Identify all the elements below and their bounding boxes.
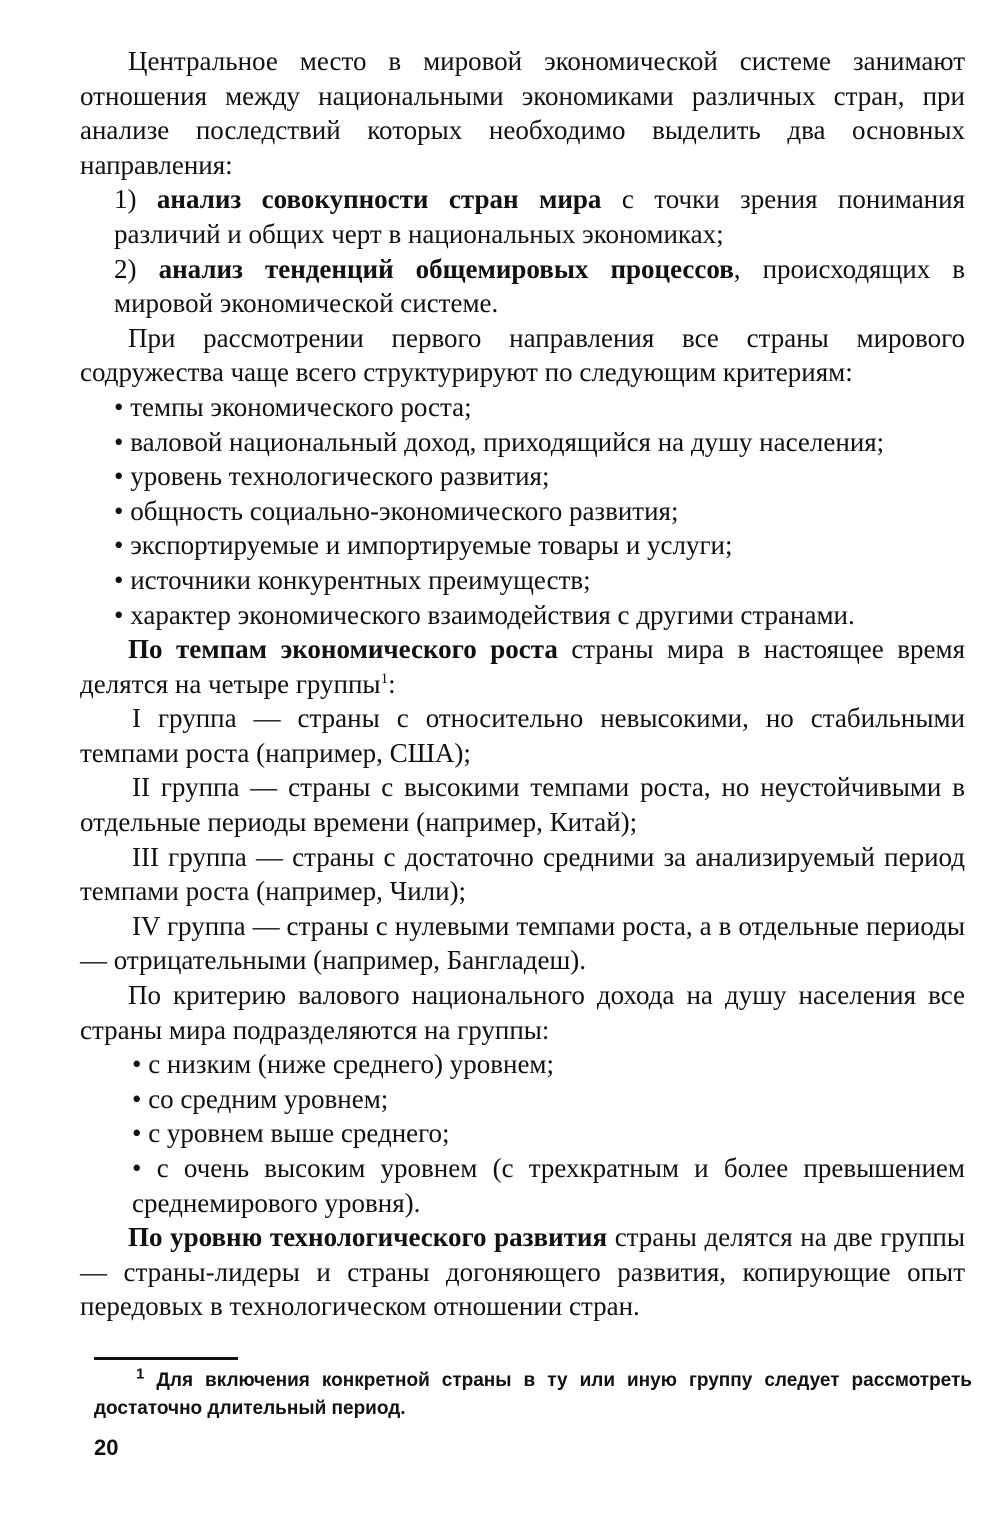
income-level-item: • с очень высоким уровнем (с трехкратным и более превышением среднемирового уровня).: [132, 1153, 965, 1218]
intro-paragraph: Центральное место в мировой экономической системе занимают отношения между национальными экономиками различных стран, при анализе последствий которых необходимо выделить два основных направления:: [80, 46, 965, 180]
direction-item-1: [80, 182, 965, 251]
growth-group-item: IV группа — страны с нулевыми темпами роста, а в отдельные периоды — отрицательными (например, Бангладеш).: [80, 910, 965, 976]
criteria-item: • экспортируемые и импортируемые товары и услуги;: [114, 530, 733, 561]
criteria-item: • источники конкурентных преимуществ;: [114, 564, 591, 595]
direction-text: с точки зрения понимания различий и общих черт в национальных экономиках;: [114, 184, 965, 249]
criteria-item: • характер экономического взаимодействия с другими странами.: [114, 599, 855, 630]
criteria-item: • темпы экономического роста;: [114, 391, 472, 422]
criteria-intro: При рассмотрении первого направления все страны мирового содружества чаще всего структурируют по следующим критериям:: [80, 322, 965, 388]
direction-title: анализ совокупности стран мира: [156, 184, 602, 215]
tech-paragraph: [80, 1220, 965, 1324]
criteria-item: • уровень технологического развития;: [114, 461, 550, 492]
criteria-item: • общность социально-экономического развития;: [114, 495, 679, 526]
growth-text: страны мира в настоящее время делятся на четыре группы: [80, 634, 965, 699]
income-intro: По критерию валового национального дохода на душу населения все страны мира подразделяются на группы:: [80, 980, 965, 1045]
direction-number: 2): [114, 253, 137, 284]
footnote-reference[interactable]: 1: [380, 670, 389, 687]
growth-paragraph: [80, 632, 965, 701]
growth-group-item: I группа — страны с относительно невысокими, но стабильными темпами роста (например, США);: [80, 703, 965, 768]
growth-title: По темпам экономического роста: [128, 634, 558, 665]
footnote-mark: 1: [136, 1365, 145, 1383]
page-number: 20: [94, 1435, 119, 1460]
growth-group-item: III группа — страны с достаточно средними за анализируемый период темпами роста (например, Чили);: [80, 841, 965, 907]
tech-text: страны делятся на две группы — страны-лидеры и страны догоняющего развития, копирующие опыт передовых в технологическом отношении стран.: [80, 1222, 965, 1322]
footnote-text: Для включения конкретной страны в ту или иную группу следует рассмотреть достаточно длительный период.: [94, 1370, 972, 1419]
income-level-item: • с уровнем выше среднего;: [132, 1118, 450, 1149]
direction-item-2: [80, 252, 965, 321]
growth-group-item: II группа — страны с высокими темпами роста, но неустойчивыми в отдельные периоды времени (например, Китай);: [80, 772, 965, 838]
footnote: [94, 1367, 972, 1423]
direction-title: анализ тенденций общемировых процессов: [158, 253, 734, 284]
footnote-divider: [94, 1357, 238, 1360]
direction-number: 1): [114, 184, 137, 215]
income-level-item: • со средним уровнем;: [132, 1083, 389, 1114]
income-level-item: • с низким (ниже среднего) уровнем;: [132, 1049, 555, 1080]
direction-text: , происходящих в мировой экономической системе.: [114, 253, 966, 319]
criteria-item: • валовой национальный доход, приходящийся на душу населения;: [114, 426, 885, 457]
body-text: [80, 44, 965, 1324]
growth-colon: :: [388, 668, 396, 699]
tech-title: По уровню технологического развития: [128, 1222, 608, 1253]
